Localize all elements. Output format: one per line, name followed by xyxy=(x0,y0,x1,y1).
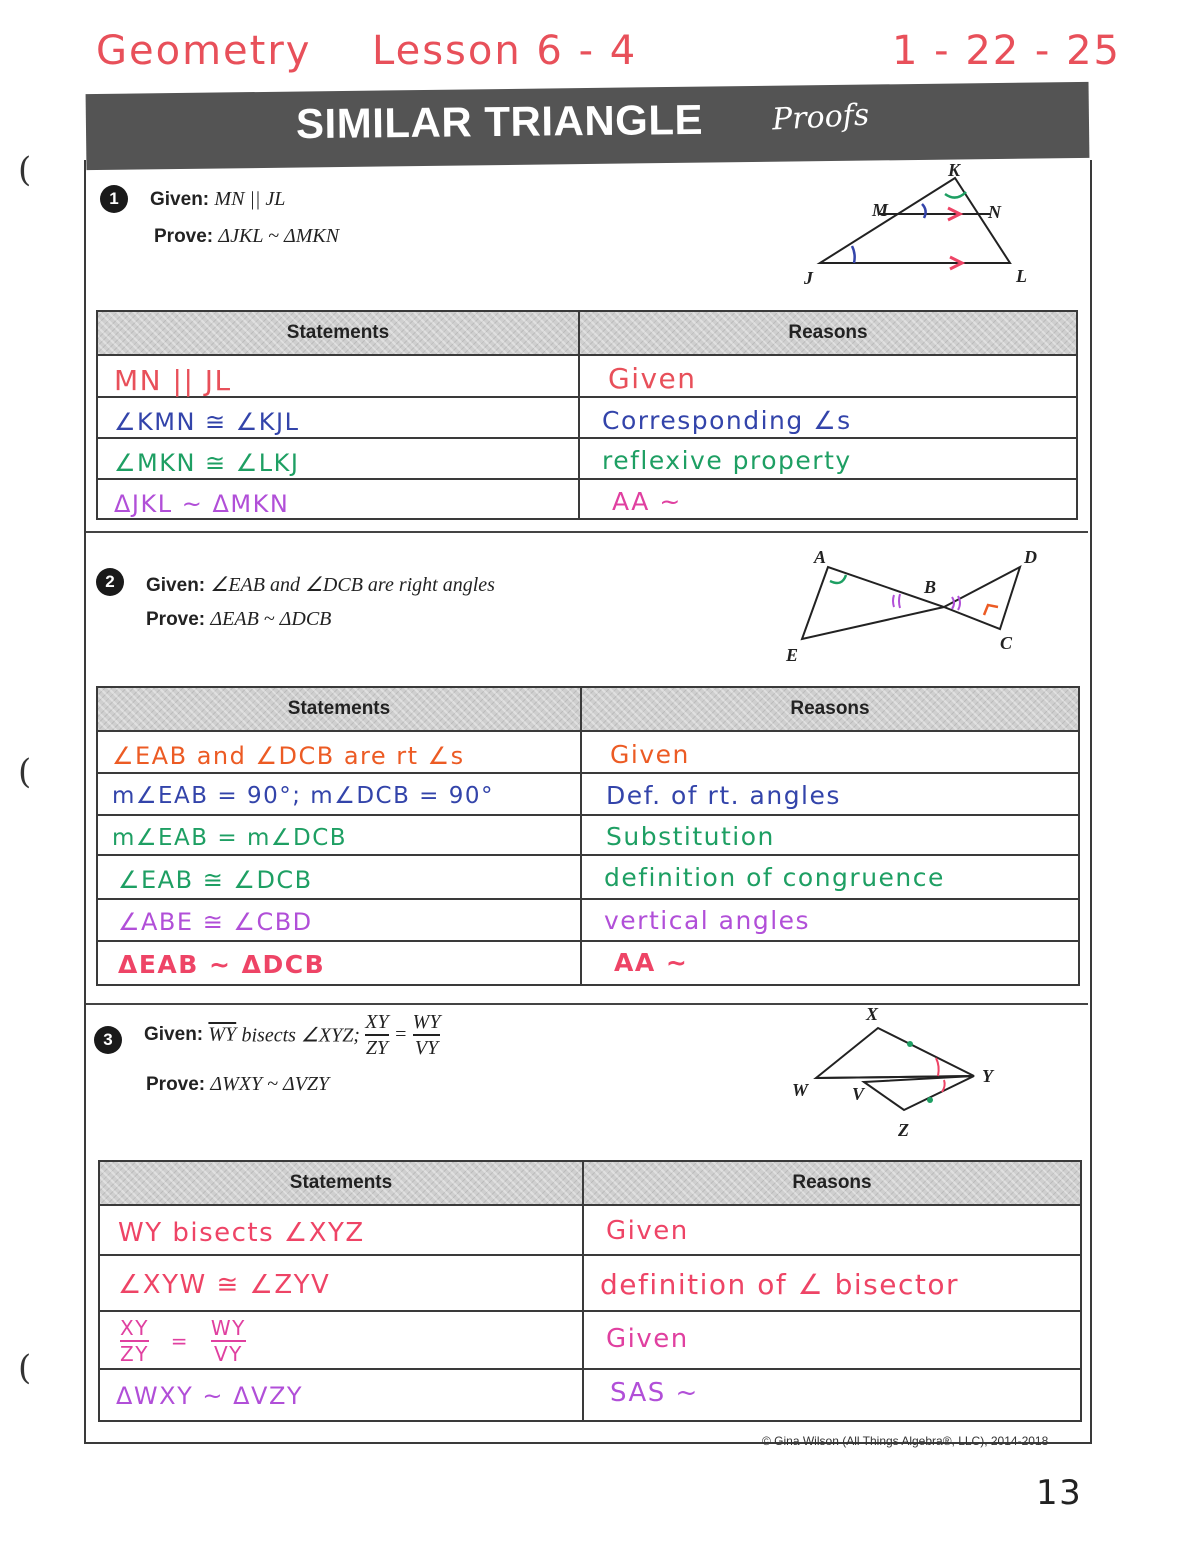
problem-1-prove xyxy=(154,225,339,248)
statement-fraction xyxy=(120,1316,149,1366)
given-label: Given: xyxy=(146,575,206,596)
statement-cell: ΔEAB ~ ΔDCB xyxy=(118,950,326,979)
proof-table-2 xyxy=(96,686,1080,986)
reason-cell: Def. of rt. angles xyxy=(606,781,841,810)
row-line xyxy=(100,1204,1080,1206)
page-title-handwritten: Proofs xyxy=(771,97,871,138)
problem-2-prove xyxy=(146,608,331,631)
reason-cell: Given xyxy=(610,740,690,769)
section-divider xyxy=(86,531,1088,533)
statement-cell: m∠EAB = m∠DCB xyxy=(112,825,348,851)
vertex-label: D xyxy=(1024,547,1037,567)
row-line xyxy=(98,730,1078,732)
margin-mark: ( xyxy=(18,150,32,190)
reasons-header: Reasons xyxy=(582,688,1078,730)
statement-cell xyxy=(118,1218,365,1248)
given-label: Given: xyxy=(150,189,210,210)
row-line xyxy=(98,478,1076,480)
prove-label: Prove: xyxy=(146,609,206,630)
vertex-label: E xyxy=(786,645,799,665)
given-fraction xyxy=(365,1010,388,1060)
triangle-jkl xyxy=(820,178,1010,263)
prove-statement: ΔEAB ~ ΔDCB xyxy=(210,608,332,630)
triangle-wxy xyxy=(816,1028,974,1078)
statements-header: Statements xyxy=(98,312,578,354)
problem-2-given xyxy=(146,572,495,597)
vertex-label: N xyxy=(988,202,1001,222)
problem-number-2: 2 xyxy=(96,568,124,596)
row-line xyxy=(98,354,1076,356)
row-line xyxy=(98,854,1078,856)
fraction-denominator: VY xyxy=(414,1037,439,1059)
reason-cell: vertical angles xyxy=(604,906,811,935)
statement-cell: ΔJKL ~ ΔMKN xyxy=(114,490,290,518)
fraction-numerator: WY xyxy=(210,1316,246,1340)
tick-mark xyxy=(927,1097,933,1103)
given-statement: ∠EAB and ∠DCB are right angles xyxy=(210,574,495,596)
statement-cell: ∠EAB ≅ ∠DCB xyxy=(118,866,313,894)
fraction-numerator: WY xyxy=(413,1010,441,1036)
row-line xyxy=(98,396,1076,398)
margin-mark: ( xyxy=(18,1348,32,1388)
row-line xyxy=(100,1310,1080,1312)
problem-number-3: 3 xyxy=(94,1026,122,1054)
right-angle-mark xyxy=(984,605,998,615)
row-line xyxy=(100,1368,1080,1370)
problem-3-given xyxy=(144,1010,440,1060)
vertex-label: L xyxy=(1016,266,1027,286)
page-number: 13 xyxy=(1036,1473,1083,1513)
given-statement: MN || JL xyxy=(214,188,286,210)
statement-text: WY bisects ∠XYZ xyxy=(118,1218,365,1248)
statements-header: Statements xyxy=(100,1162,582,1204)
given-fraction xyxy=(413,1010,441,1060)
reason-cell: AA ~ xyxy=(614,948,689,977)
proof-table-1 xyxy=(96,310,1078,520)
reasons-header: Reasons xyxy=(580,312,1076,354)
vertex-label: B xyxy=(924,577,937,597)
figure-triangles-wxy xyxy=(780,1000,1020,1150)
vertex-label: A xyxy=(814,547,827,567)
statement-cell: m∠EAB = 90°; m∠DCB = 90° xyxy=(112,783,495,809)
fraction-denominator: ZY xyxy=(120,1342,149,1366)
angle-mark xyxy=(936,1058,939,1076)
given-segment: $\overline{WY}$ xyxy=(208,1023,237,1046)
problem-3-prove xyxy=(146,1073,329,1096)
angle-mark xyxy=(893,594,900,608)
statement-cell: MN || JL xyxy=(114,364,232,397)
prove-label: Prove: xyxy=(154,226,214,247)
reason-cell: Given xyxy=(606,1216,689,1246)
reason-cell: AA ~ xyxy=(612,487,682,516)
vertex-label: K xyxy=(948,160,961,180)
problem-number-1: 1 xyxy=(100,185,128,213)
row-line xyxy=(98,940,1078,942)
header-subject: Geometry xyxy=(96,28,312,74)
statement-cell: ∠KMN ≅ ∠KJL xyxy=(114,408,300,436)
statement-cell: ∠ABE ≅ ∠CBD xyxy=(118,908,313,936)
fraction-denominator: ZY xyxy=(365,1037,389,1059)
reason-cell: Given xyxy=(608,362,697,395)
vertex-label: J xyxy=(804,268,813,288)
given-label: Given: xyxy=(144,1024,204,1045)
column-divider xyxy=(582,1162,584,1420)
fraction-denominator: VY xyxy=(213,1342,243,1366)
triangle-dcb xyxy=(944,567,1020,629)
reason-cell: Given xyxy=(606,1324,689,1354)
statements-header: Statements xyxy=(98,688,580,730)
tick-mark xyxy=(907,1041,913,1047)
vertex-label: C xyxy=(1000,633,1013,653)
reasons-header: Reasons xyxy=(584,1162,1080,1204)
prove-statement: ΔWXY ~ ΔVZY xyxy=(210,1073,330,1095)
statement-cell: ∠XYW ≅ ∠ZYV xyxy=(118,1270,331,1300)
reason-cell: definition of ∠ bisector xyxy=(600,1268,959,1301)
copyright: © Gina Wilson (All Things Algebra®, LLC), 2014-2018 xyxy=(762,1434,1049,1448)
angle-mark xyxy=(852,246,855,263)
prove-label: Prove: xyxy=(146,1074,206,1095)
angle-mark xyxy=(945,192,966,198)
vertex-label: W xyxy=(792,1080,809,1100)
vertex-label: Z xyxy=(898,1120,909,1140)
triangle-eab xyxy=(802,567,944,639)
statement-cell xyxy=(120,1316,246,1366)
statement-cell: ∠EAB and ∠DCB are rt ∠s xyxy=(112,742,465,770)
angle-mark xyxy=(952,596,960,610)
row-line xyxy=(98,437,1076,439)
row-line xyxy=(98,898,1078,900)
equals-sign: = xyxy=(393,1023,408,1046)
row-line xyxy=(98,814,1078,816)
figure-bowtie-triangles xyxy=(776,545,1056,670)
header-lesson: Lesson 6 - 4 xyxy=(372,28,638,74)
vertex-label: M xyxy=(872,200,889,220)
row-line xyxy=(100,1254,1080,1256)
fraction-numerator: XY xyxy=(120,1316,149,1340)
triangle-vzy xyxy=(864,1076,974,1110)
problem-1-given xyxy=(150,188,285,211)
row-line xyxy=(98,772,1078,774)
column-divider xyxy=(578,312,580,518)
prove-statement: ΔJKL ~ ΔMKN xyxy=(218,225,340,247)
equals-sign: = xyxy=(170,1329,190,1353)
statement-cell: ∠MKN ≅ ∠LKJ xyxy=(114,449,300,477)
proof-table-3 xyxy=(98,1160,1082,1422)
reason-cell: SAS ~ xyxy=(610,1378,699,1408)
reason-cell: definition of congruence xyxy=(604,863,945,892)
statement-fraction xyxy=(211,1316,246,1366)
margin-mark: ( xyxy=(18,752,32,792)
angle-mark xyxy=(922,204,926,218)
right-angle-mark xyxy=(830,575,846,583)
fraction-numerator: XY xyxy=(365,1010,388,1036)
vertex-label: V xyxy=(852,1084,865,1104)
given-statement: bisects ∠XYZ; xyxy=(241,1024,360,1047)
figure-triangle-jkl xyxy=(790,158,1050,288)
reason-cell: Substitution xyxy=(606,822,775,851)
vertex-label: Y xyxy=(982,1066,993,1086)
vertex-label: X xyxy=(866,1004,879,1024)
reason-cell: Corresponding ∠s xyxy=(602,406,852,435)
header-date: 1 - 22 - 25 xyxy=(892,28,1121,74)
statement-cell: ΔWXY ~ ΔVZY xyxy=(116,1382,304,1410)
page-title: SIMILAR TRIANGLE xyxy=(295,95,704,148)
reason-cell: reflexive property xyxy=(602,446,852,475)
